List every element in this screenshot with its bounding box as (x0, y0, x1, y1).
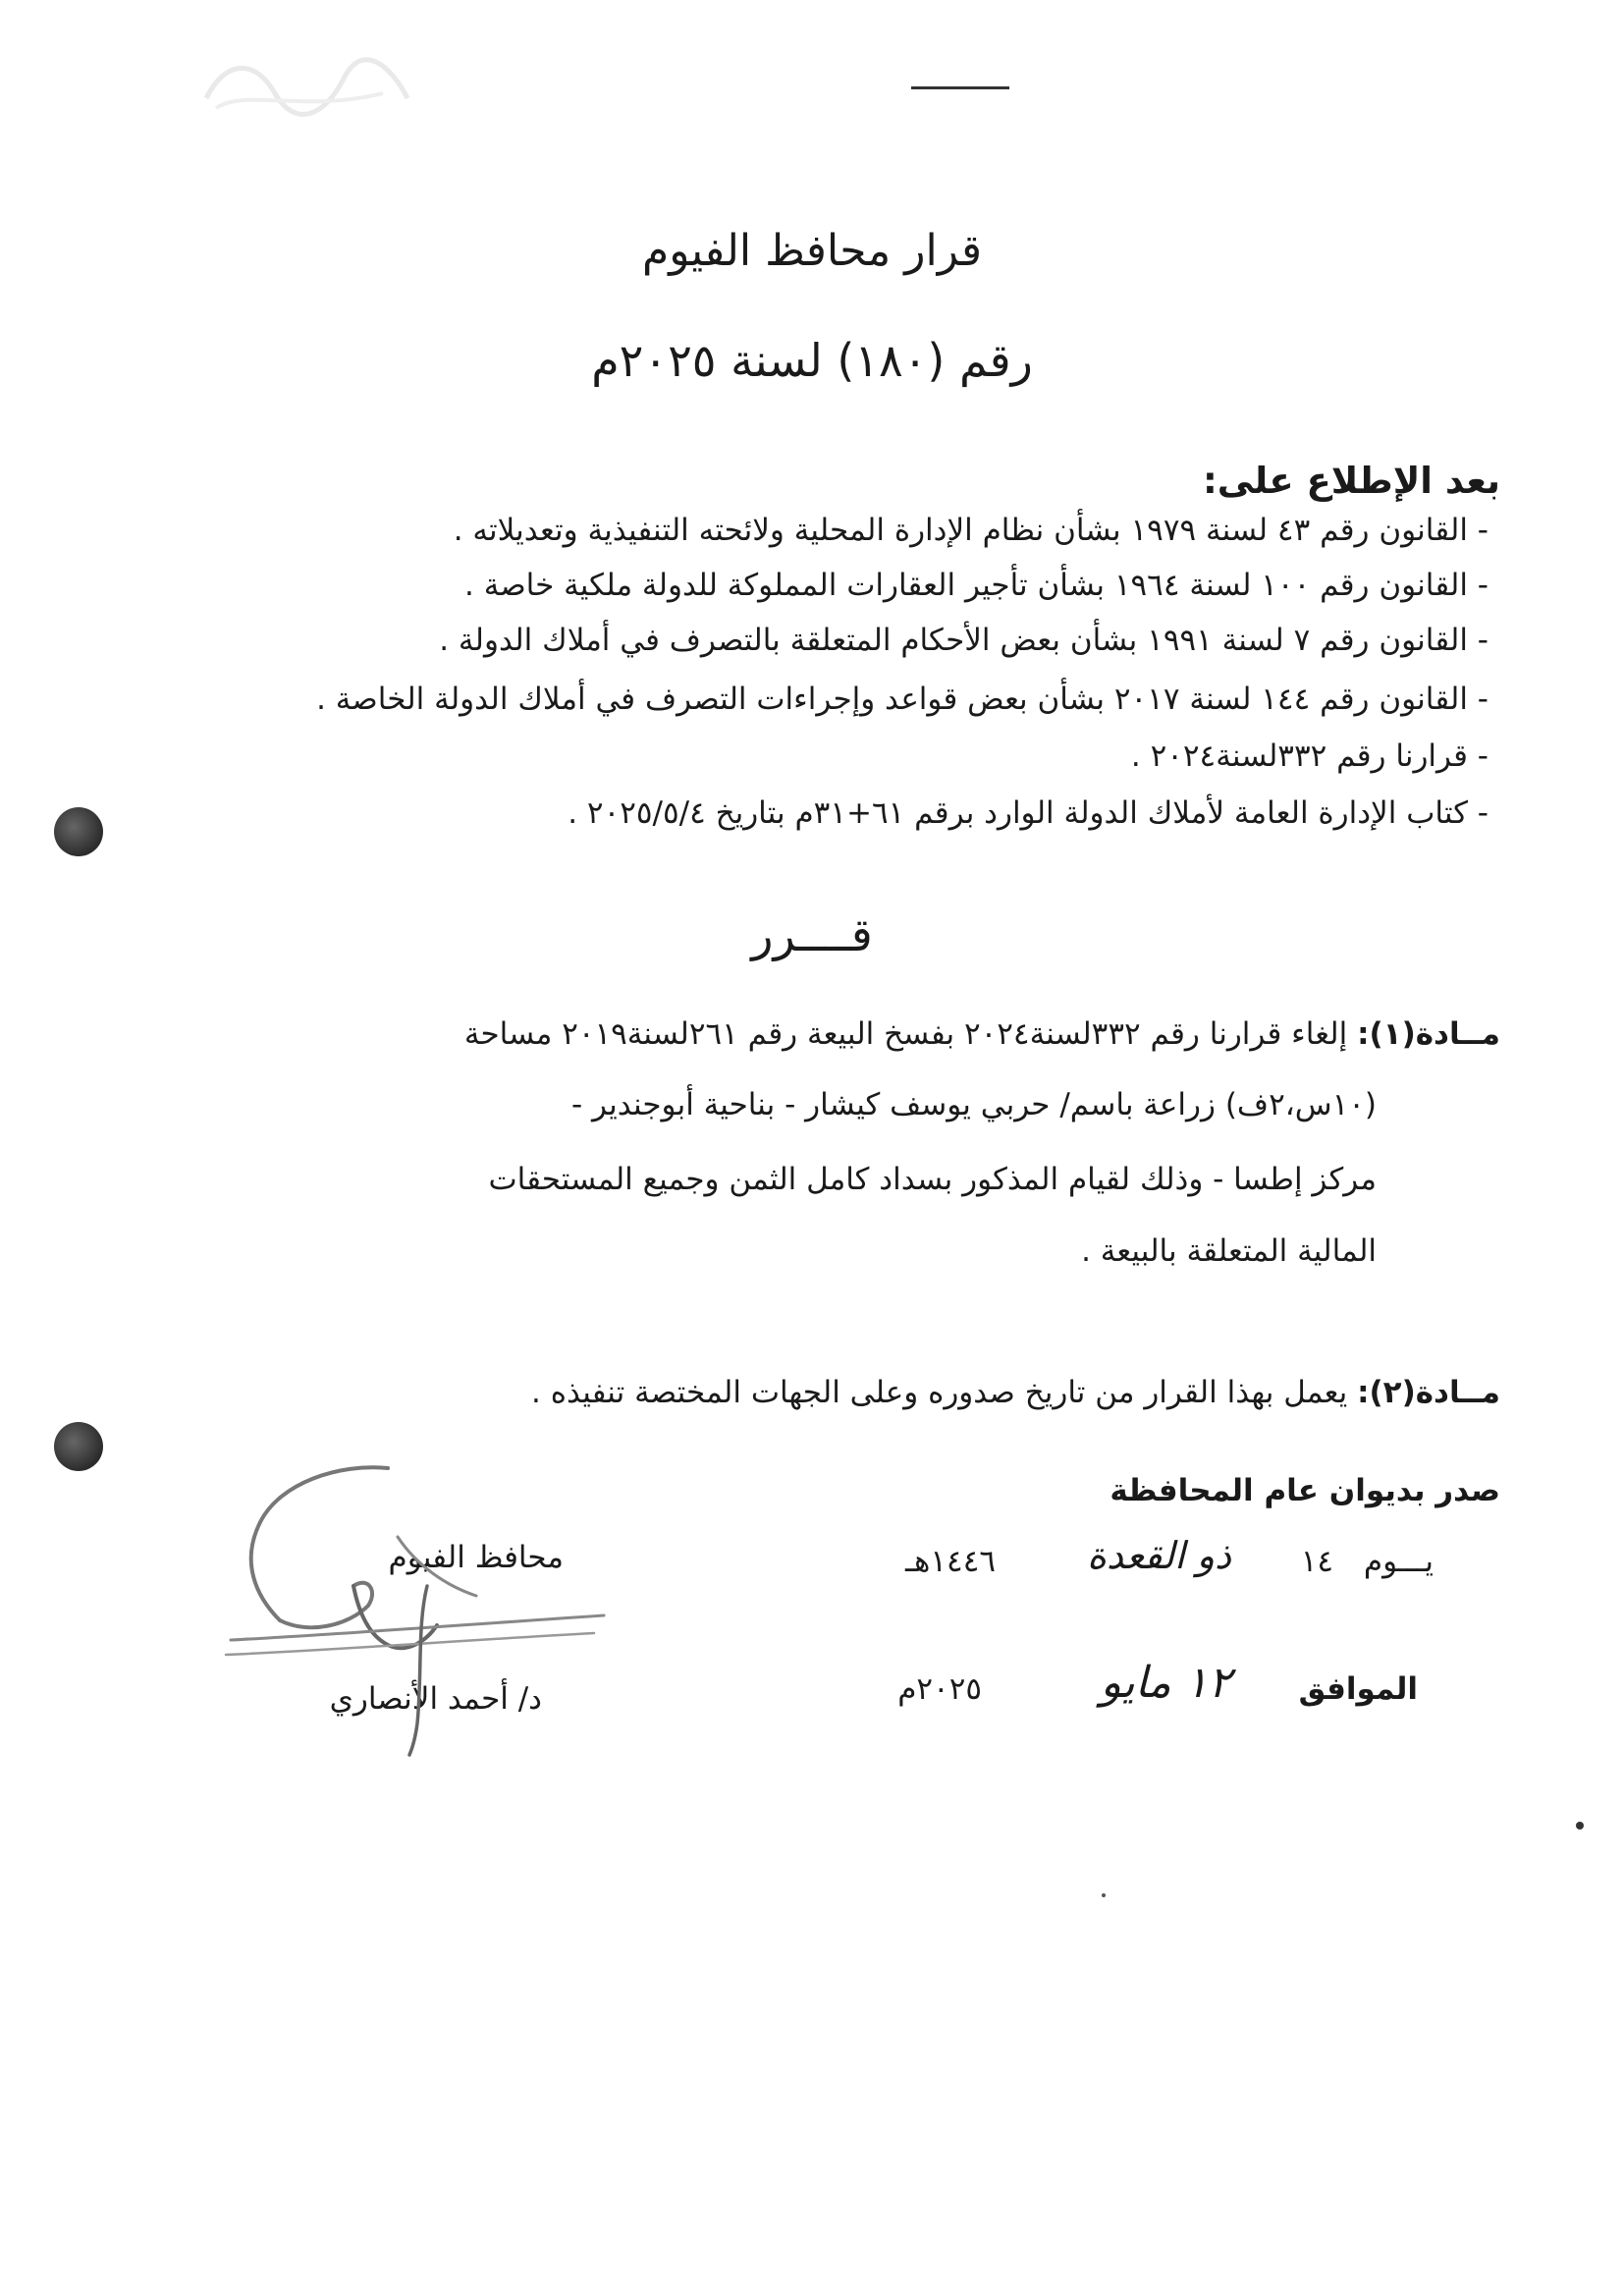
signature (221, 1439, 614, 1763)
gregorian-day-month-handwritten: ١٢ مايو (1100, 1658, 1231, 1708)
reference-line: - كتاب الإدارة العامة لأملاك الدولة الوارد برقم ٦١+٣١م بتاريخ ٢٠٢٥/٥/٤ . (568, 795, 1489, 831)
punch-hole (54, 807, 103, 856)
preamble-intro: بعد الإطلاع على: (1203, 460, 1500, 502)
article-label: مــادة(٢): (1357, 1375, 1500, 1410)
reference-line: - القانون رقم ٤٣ لسنة ١٩٧٩ بشأن نظام الإدارة المحلية ولائحته التنفيذية وتعديلاته . (453, 513, 1489, 548)
hijri-day: ١٤ (1300, 1544, 1333, 1579)
ink-dot (1102, 1893, 1106, 1897)
article-1-line: المالية المتعلقة بالبيعة . (1081, 1233, 1377, 1269)
day-label: يـــوم (1363, 1544, 1434, 1579)
gregorian-year: ٢٠٢٥م (897, 1671, 982, 1707)
ink-dot (1576, 1822, 1584, 1830)
article-text: يعمل بهذا القرار من تاريخ صدوره وعلى الجهات المختصة تنفيذه . (531, 1375, 1348, 1410)
corresponding-label: الموافق (1298, 1671, 1418, 1707)
article-1-line: (١٠س،٢ف) زراعة باسم/ حربي يوسف كيشار - بناحية أبوجندير - (571, 1087, 1377, 1122)
decided-heading: قــــرر (751, 908, 873, 961)
decree-number: رقم (١٨٠) لسنة ٢٠٢٥م (591, 334, 1033, 387)
article-1-line: مركز إطسا - وذلك لقيام المذكور بسداد كامل الثمن وجميع المستحقات (488, 1162, 1377, 1197)
article-text: إلغاء قرارنا رقم ٣٣٢لسنة٢٠٢٤ بفسخ البيعة رقم ٢٦١لسنة٢٠١٩ مساحة (463, 1016, 1348, 1052)
issued-at: صدر بديوان عام المحافظة (1110, 1473, 1500, 1508)
decree-title: قرار محافظ الفيوم (641, 226, 983, 276)
reference-line: - قرارنا رقم ٣٣٢لسنة٢٠٢٤ . (1130, 738, 1489, 774)
hijri-month-handwritten: ذو القعدة (1087, 1534, 1231, 1577)
faint-stamp-watermark (187, 39, 422, 128)
signatory-title: محافظ الفيوم (388, 1540, 564, 1575)
article-label: مــادة(١): (1357, 1016, 1500, 1052)
article-2-line (531, 1375, 1500, 1410)
reference-line: - القانون رقم ٧ لسنة ١٩٩١ بشأن بعض الأحكام المتعلقة بالتصرف في أملاك الدولة . (439, 623, 1489, 658)
punch-hole (54, 1422, 103, 1471)
article-1-first-line (464, 1016, 1500, 1052)
hijri-year: ١٤٤٦هـ (904, 1544, 996, 1579)
signatory-name: د/ أحمد الأنصاري (329, 1681, 542, 1717)
top-dash (911, 86, 1009, 89)
reference-line: - القانون رقم ١٠٠ لسنة ١٩٦٤ بشأن تأجير العقارات المملوكة للدولة ملكية خاصة . (464, 568, 1489, 603)
reference-line: - القانون رقم ١٤٤ لسنة ٢٠١٧ بشأن بعض قواعد وإجراءات التصرف في أملاك الدولة الخاصة . (316, 682, 1489, 717)
